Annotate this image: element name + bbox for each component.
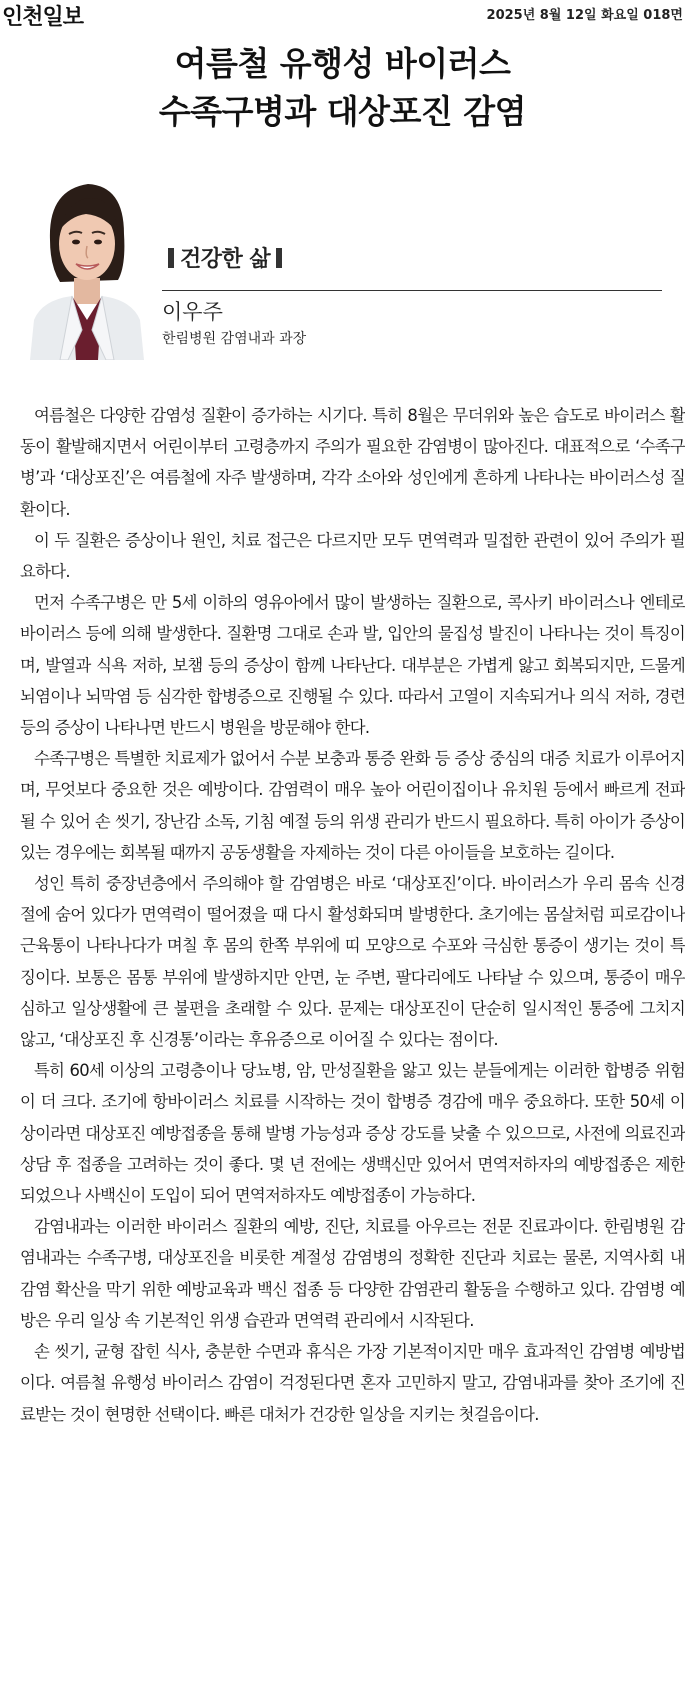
- masthead: [0, 0, 685, 30]
- headline-line-1: 여름철 유행성 바이러스: [174, 44, 511, 83]
- article-paragraph-4: 수족구병은 특별한 치료제가 없어서 수분 보충과 통증 완화 등 증상 중심의 대증 치료가 이루어지며, 무엇보다 중요한 것은 예방이다. 감염력이 매우 높아 어린이집이나 유치원 등에서 빠르게 전파될 수 있어 손 씻기, 장난감 소독, 기침 예절 등의 위생 관리가 반드시 필요하다. 특히 아이가 증상이 있는 경우에는 회복될 때까지 공동생활을 자제하는 것이 다른 아이들을 보호하는 길이다.: [20, 749, 685, 862]
- article-paragraph-2: 이 두 질환은 증상이나 원인, 치료 접근은 다르지만 모두 면역력과 밀접한 관련이 있어 주의가 필요하다.: [20, 530, 685, 582]
- author-title: 한림병원 감염내과 과장: [162, 331, 307, 347]
- article-paragraph-8: 손 씻기, 균형 잡힌 식사, 충분한 수면과 휴식은 가장 기본적이지만 매우 효과적인 감염병 예방법이다. 여름철 유행성 바이러스 감염이 걱정된다면 혼자 고민하지 말고, 감염내과를 찾아 조기에 진료받는 것이 현명한 선택이다. 빠른 대처가 건강한 일상을 지키는 첫걸음이다.: [20, 1342, 685, 1424]
- author-photo: [20, 170, 150, 360]
- newspaper-logo: 인천일보: [2, 5, 84, 30]
- tag-bar-left: [168, 248, 174, 268]
- article-paragraph-6: 특히 60세 이상의 고령층이나 당뇨병, 암, 만성질환을 앓고 있는 분들에게는 이러한 합병증 위험이 더 크다. 조기에 항바이러스 치료를 시작하는 것이 합병증 경감에 매우 중요하다. 또한 50세 이상이라면 대상포진 예방접종을 통해 발병 가능성과 증상 강도를 낮출 수 있으므로, 사전에 의료진과 상담 후 접종을 고려하는 것이 좋다. 몇 년 전에는 생백신만 있어서 면역저하자의 예방접종은 제한되었으나 사백신이 도입이 되어 면역저하자도 예방접종이 가능하다.: [20, 1061, 685, 1206]
- article-paragraph-1: 여름철은 다양한 감염성 질환이 증가하는 시기다. 특히 8월은 무더위와 높은 습도로 바이러스 활동이 활발해지면서 어린이부터 고령층까지 주의가 필요한 감염병이 많아진다. 대표적으로 ‘수족구병’과 ‘대상포진’은 여름철에 자주 발생하며, 각각 소아와 성인에게 흔하게 나타나는 바이러스성 질환이다.: [20, 406, 685, 519]
- column-tag-label: 건강한 삶: [180, 247, 271, 272]
- issue-date: 2025년 8월 12일 화요일 018면: [486, 8, 683, 23]
- author-name: 이우주: [162, 300, 223, 324]
- headline-line-2: 수족구병과 대상포진 감염: [158, 92, 527, 131]
- column-tag: [162, 242, 288, 273]
- author-portrait-image: [20, 170, 150, 360]
- column-divider: [162, 290, 662, 291]
- article-body: [20, 400, 685, 1430]
- article-paragraph-7: 감염내과는 이러한 바이러스 질환의 예방, 진단, 치료를 아우르는 전문 진료과이다. 한림병원 감염내과는 수족구병, 대상포진을 비롯한 계절성 감염병의 정확한 진단과 치료는 물론, 지역사회 내 감염 확산을 막기 위한 예방교육과 백신 접종 등 다양한 감염관리 활동을 수행하고 있다. 감염병 예방은 우리 일상 속 기본적인 위생 습관과 면역력 관리에서 시작된다.: [20, 1217, 685, 1330]
- tag-bar-right: [276, 248, 282, 268]
- article-paragraph-5: 성인 특히 중장년층에서 주의해야 할 감염병은 바로 ‘대상포진’이다. 바이러스가 우리 몸속 신경절에 숨어 있다가 면역력이 떨어졌을 때 다시 활성화되며 발병한다. 초기에는 몸살처럼 피로감이나 근육통이 나타나다가 며칠 후 몸의 한쪽 부위에 띠 모양으로 수포와 극심한 통증이 생기는 것이 특징이다. 보통은 몸통 부위에 발생하지만 안면, 눈 주변, 팔다리에도 나타날 수 있으며, 통증이 매우 심하고 일상생활에 큰 불편을 초래할 수 있다. 문제는 대상포진이 단순히 일시적인 통증에 그치지 않고, ‘대상포진 후 신경통’이라는 후유증으로 이어질 수 있다는 점이다.: [20, 874, 685, 1050]
- article-paragraph-3: 먼저 수족구병은 만 5세 이하의 영유아에서 많이 발생하는 질환으로, 콕사키 바이러스나 엔테로바이러스 등에 의해 발생한다. 질환명 그대로 손과 발, 입안의 물집성 발진이 나타나는 것이 특징이며, 발열과 식욕 저하, 보챔 등의 증상이 함께 나타난다. 대부분은 가볍게 앓고 회복되지만, 드물게 뇌염이나 뇌막염 등 심각한 합병증으로 진행될 수 있다. 따라서 고열이 지속되거나 의식 저하, 경련 등의 증상이 나타나면 반드시 병원을 방문해야 한다.: [20, 593, 685, 738]
